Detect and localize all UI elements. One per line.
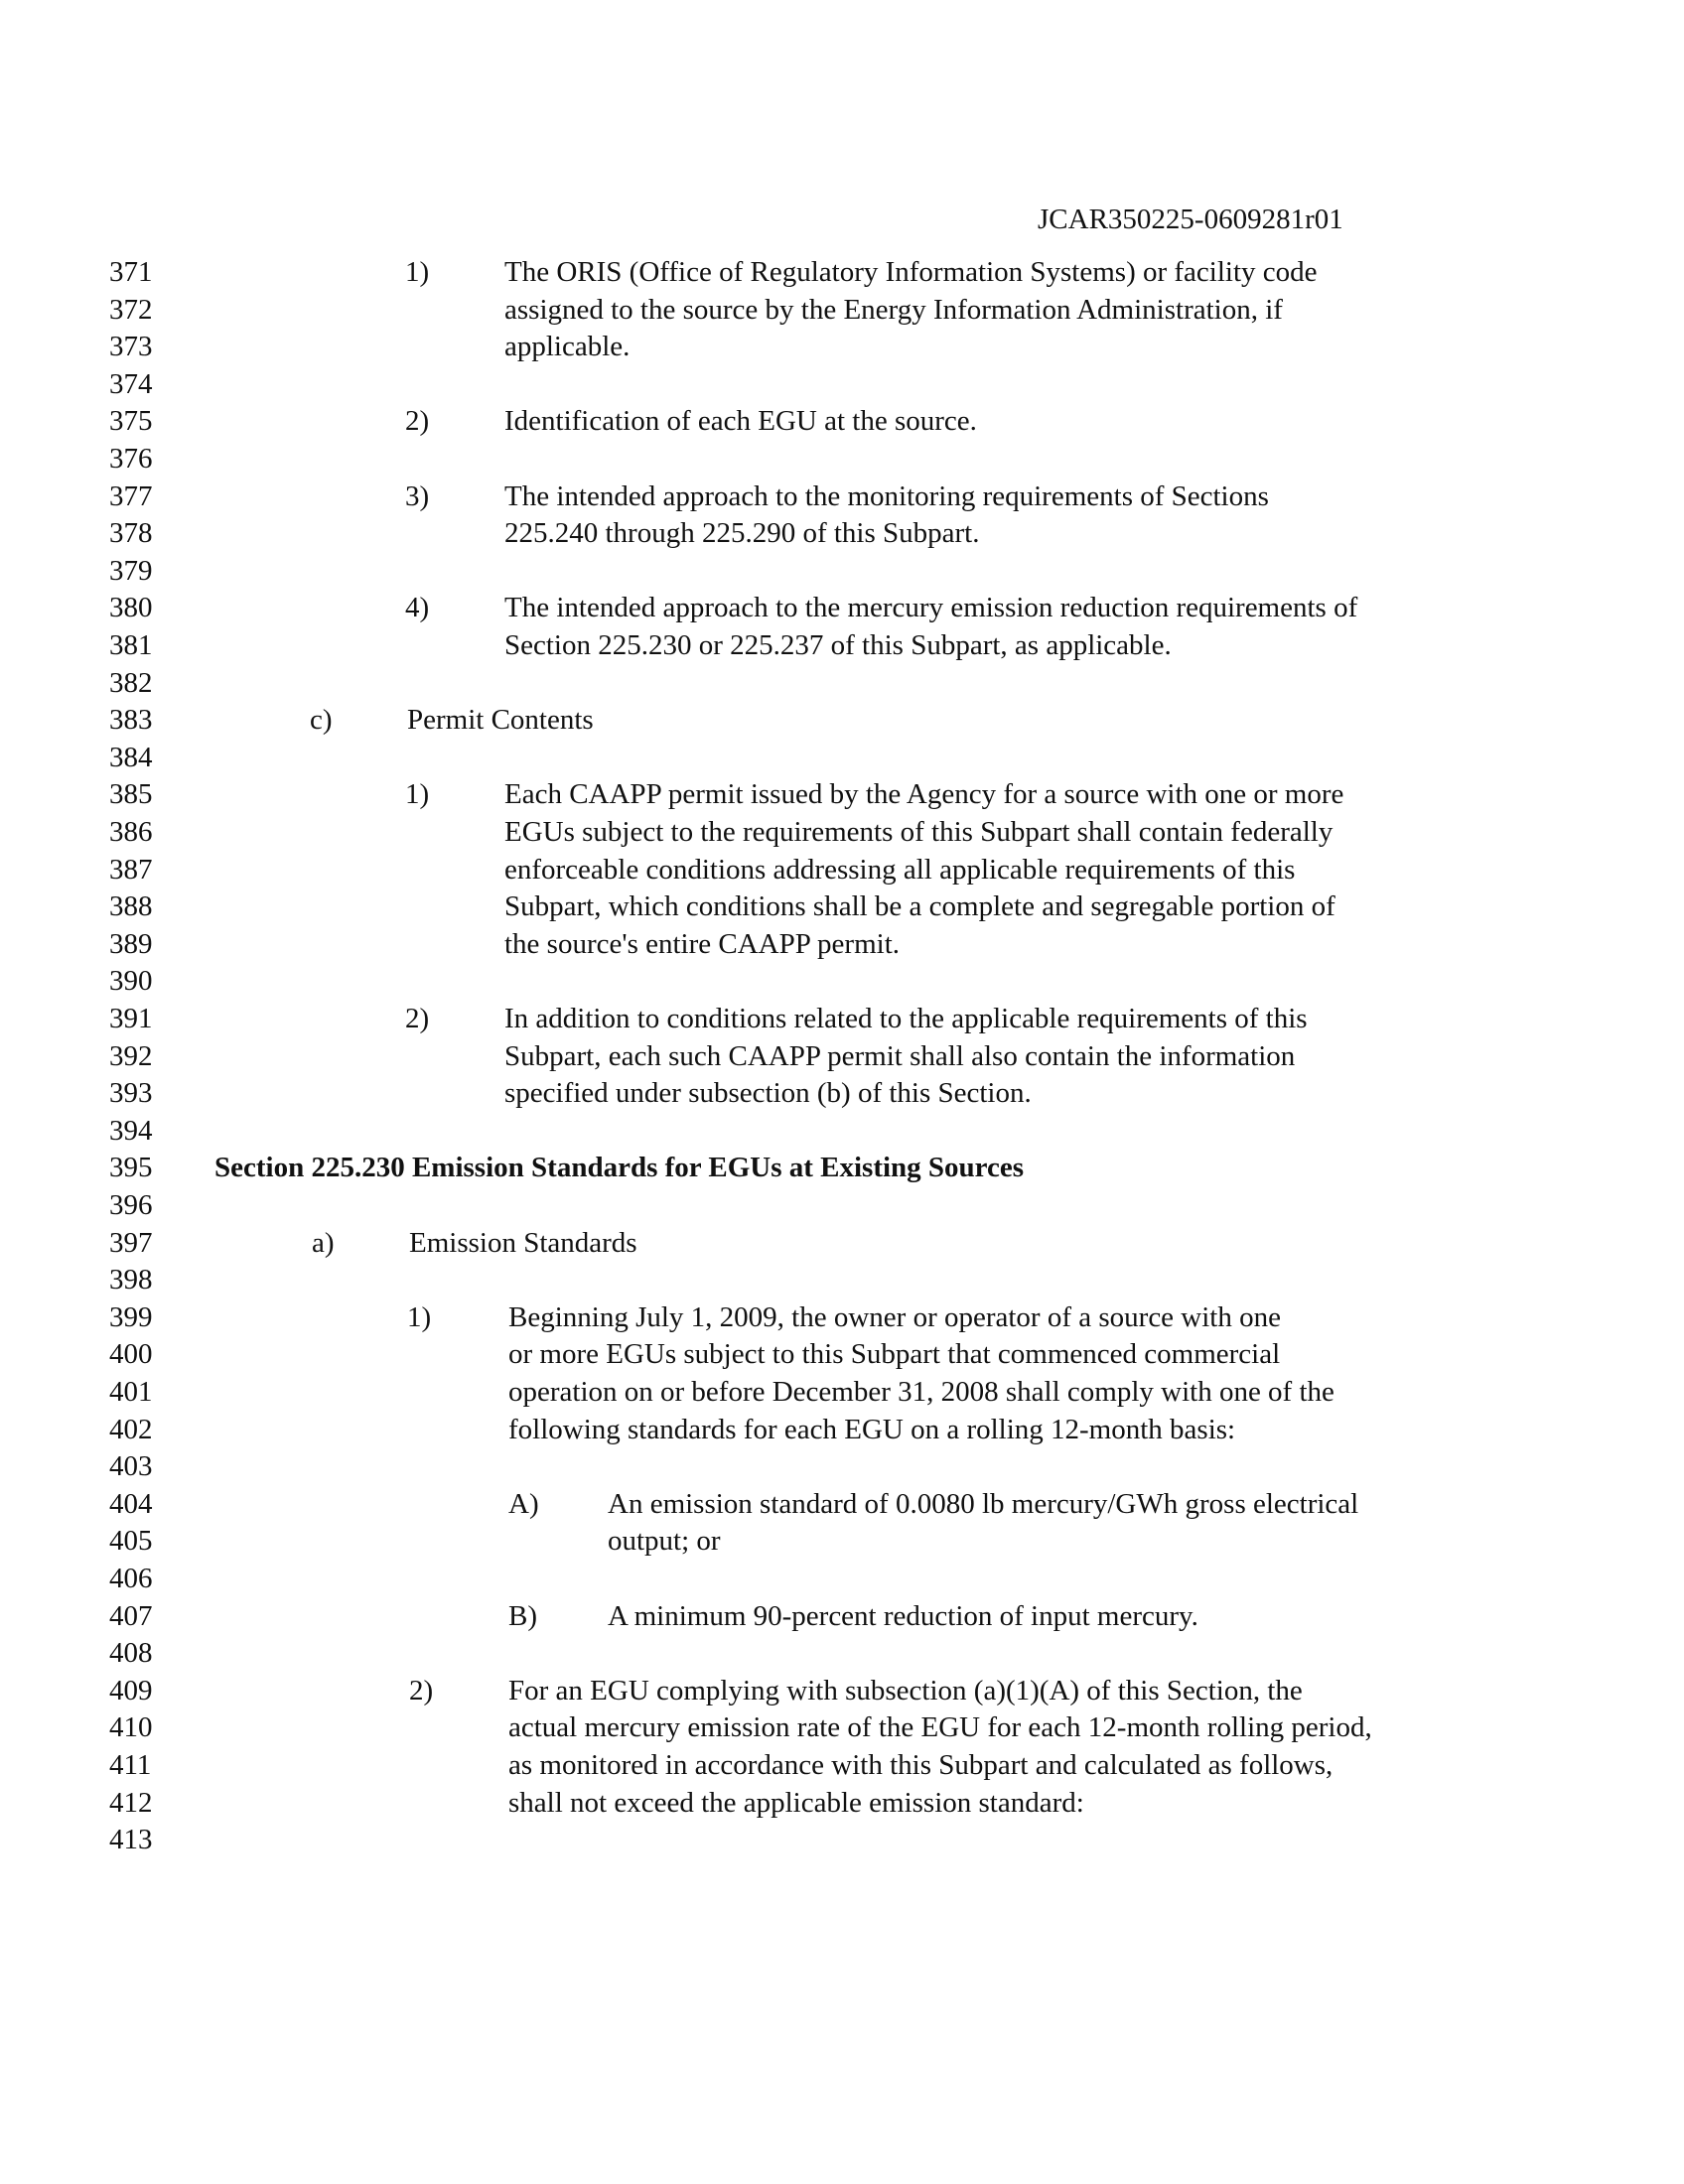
line-number: 413 xyxy=(109,1824,153,1856)
line-number: 396 xyxy=(109,1189,153,1221)
line-number: 412 xyxy=(109,1786,153,1819)
item-label: 1) xyxy=(405,778,430,811)
item-text-line: Identification of each EGU at the source. xyxy=(504,405,977,438)
line-number: 403 xyxy=(109,1450,153,1483)
item-label: 2) xyxy=(405,1003,430,1034)
line-number: 378 xyxy=(109,517,153,550)
line-number: 371 xyxy=(109,256,153,288)
line-number: 379 xyxy=(109,554,153,587)
item-text-line: enforceable conditions addressing all applicable requirements of this xyxy=(504,853,1296,886)
line-number: 380 xyxy=(109,592,153,624)
item-label: c) xyxy=(310,704,333,737)
item-text-line: or more EGUs subject to this Subpart that commenced commercial xyxy=(508,1338,1281,1371)
item-text-line: The intended approach to the mercury emission reduction requirements of xyxy=(504,592,1358,624)
item-text-line: The intended approach to the monitoring requirements of Sections xyxy=(504,479,1269,512)
line-number: 388 xyxy=(109,890,153,923)
item-text-line: following standards for each EGU on a rolling 12-month basis: xyxy=(508,1413,1236,1445)
line-number: 406 xyxy=(109,1563,153,1594)
line-number: 389 xyxy=(109,927,153,960)
line-number: 376 xyxy=(109,443,153,475)
line-number: 394 xyxy=(109,1114,153,1147)
item-label: 2) xyxy=(405,405,430,438)
item-label: 1) xyxy=(407,1300,432,1333)
document-id: JCAR350225-0609281r01 xyxy=(1038,204,1343,235)
line-number: 374 xyxy=(109,367,153,400)
item-label: B) xyxy=(508,1599,537,1632)
item-text-line: A minimum 90-percent reduction of input mercury. xyxy=(608,1599,1198,1632)
item-label: 2) xyxy=(409,1674,434,1706)
item-text-line: as monitored in accordance with this Subpart and calculated as follows, xyxy=(508,1749,1333,1781)
line-number: 385 xyxy=(109,778,153,811)
item-text-line: Emission Standards xyxy=(409,1226,637,1259)
item-text-line: output; or xyxy=(608,1525,721,1558)
line-number: 382 xyxy=(109,666,153,699)
item-label: a) xyxy=(312,1226,335,1259)
item-text-line: applicable. xyxy=(504,331,631,363)
item-text-line: operation on or before December 31, 2008 shall comply with one of the xyxy=(508,1376,1334,1408)
item-text-line: An emission standard of 0.0080 lb mercury/GWh gross electrical xyxy=(608,1487,1359,1520)
line-number: 408 xyxy=(109,1637,153,1670)
line-number: 397 xyxy=(109,1226,153,1259)
item-text-line: Section 225.230 or 225.237 of this Subpart, as applicable. xyxy=(504,629,1172,661)
line-number: 393 xyxy=(109,1077,153,1110)
line-number: 391 xyxy=(109,1003,153,1034)
item-text-line: the source's entire CAAPP permit. xyxy=(504,927,900,960)
line-number: 392 xyxy=(109,1039,153,1072)
item-text-line: Subpart, which conditions shall be a complete and segregable portion of xyxy=(504,890,1335,923)
line-number: 373 xyxy=(109,331,153,363)
line-number: 410 xyxy=(109,1711,153,1744)
item-label: 3) xyxy=(405,479,430,512)
line-number: 372 xyxy=(109,293,153,326)
line-number: 386 xyxy=(109,816,153,848)
line-number: 411 xyxy=(109,1749,152,1781)
item-text-line: The ORIS (Office of Regulatory Information Systems) or facility code xyxy=(504,256,1318,288)
line-number: 375 xyxy=(109,405,153,438)
line-number: 387 xyxy=(109,853,153,886)
item-label: A) xyxy=(508,1487,539,1520)
item-text-line: actual mercury emission rate of the EGU for each 12-month rolling period, xyxy=(508,1711,1372,1744)
item-label: 4) xyxy=(405,592,430,624)
line-number: 381 xyxy=(109,629,153,661)
line-number: 404 xyxy=(109,1487,153,1520)
line-number: 400 xyxy=(109,1338,153,1371)
line-number: 407 xyxy=(109,1599,153,1632)
line-number: 377 xyxy=(109,479,153,512)
line-number: 402 xyxy=(109,1413,153,1445)
line-number: 395 xyxy=(109,1152,153,1184)
line-number: 398 xyxy=(109,1264,153,1297)
item-text-line: For an EGU complying with subsection (a)(1)(A) of this Section, the xyxy=(508,1674,1303,1706)
line-number: 399 xyxy=(109,1300,153,1333)
section-heading: Section 225.230 Emission Standards for EGUs at Existing Sources xyxy=(214,1152,1025,1184)
item-label: 1) xyxy=(405,256,430,288)
item-text-line: Permit Contents xyxy=(407,704,594,737)
item-text-line: Beginning July 1, 2009, the owner or operator of a source with one xyxy=(508,1300,1281,1333)
item-text-line: In addition to conditions related to the applicable requirements of this xyxy=(504,1003,1308,1034)
line-number: 383 xyxy=(109,704,153,737)
line-number: 401 xyxy=(109,1376,153,1408)
item-text-line: assigned to the source by the Energy Information Administration, if xyxy=(504,293,1283,326)
line-number: 409 xyxy=(109,1674,153,1706)
item-text-line: Each CAAPP permit issued by the Agency for a source with one or more xyxy=(504,778,1344,811)
item-text-line: 225.240 through 225.290 of this Subpart. xyxy=(504,517,980,550)
line-number: 384 xyxy=(109,741,153,773)
line-number: 390 xyxy=(109,965,153,998)
item-text-line: shall not exceed the applicable emission standard: xyxy=(508,1786,1084,1819)
item-text-line: specified under subsection (b) of this Section. xyxy=(504,1077,1032,1110)
line-number: 405 xyxy=(109,1525,153,1558)
item-text-line: Subpart, each such CAAPP permit shall also contain the information xyxy=(504,1039,1296,1072)
item-text-line: EGUs subject to the requirements of this Subpart shall contain federally xyxy=(504,816,1333,848)
